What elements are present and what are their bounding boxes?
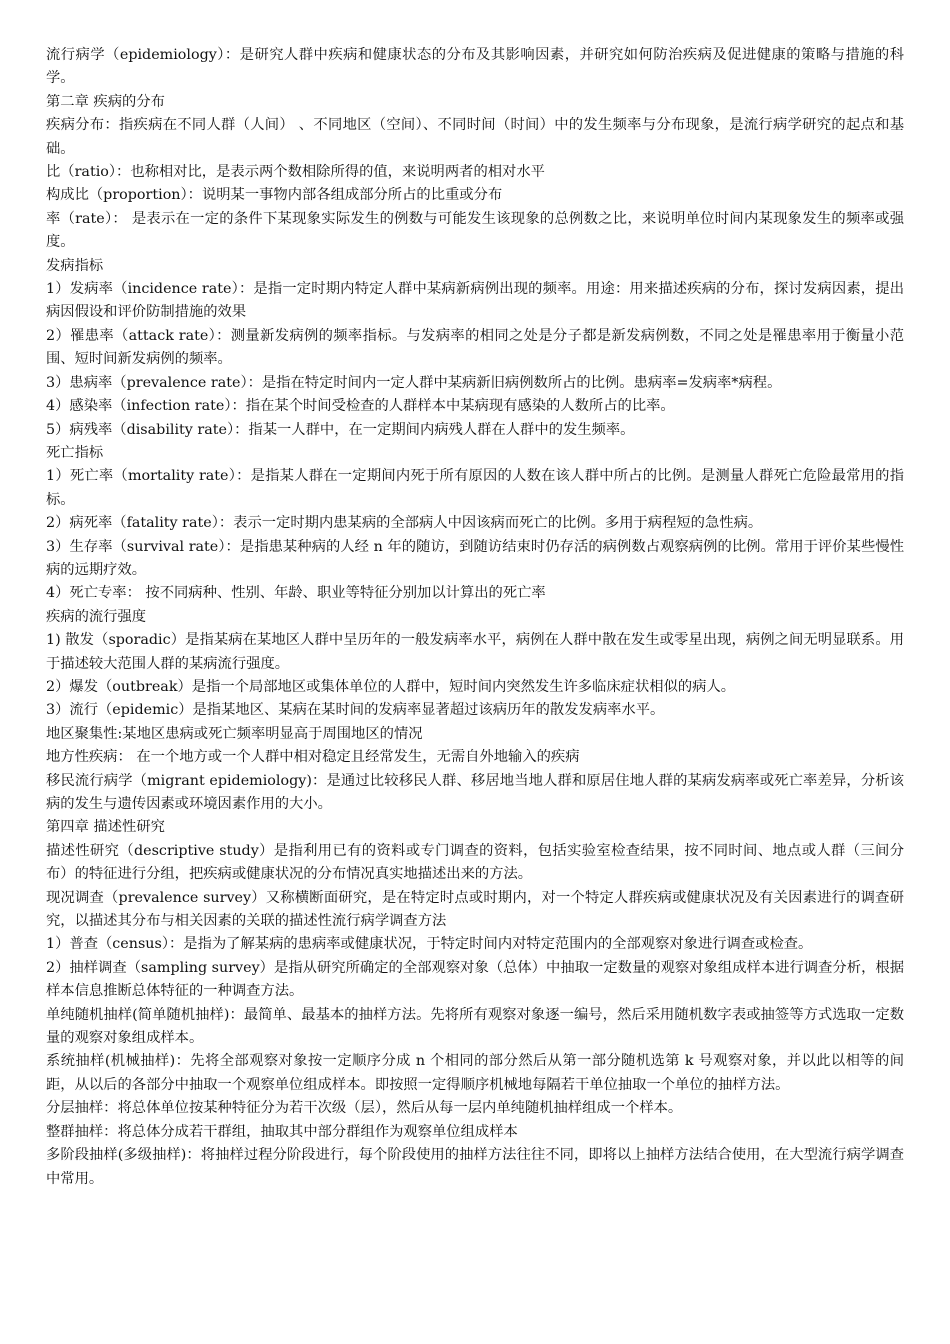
paragraph-simple-random-sampling: 单纯随机抽样(简单随机抽样)：最简单、最基本的抽样方法。先将所有观察对象逐一编号，然后采用随机数字表或抽签等方式选取一定数量的观察对象组成样本。	[46, 1006, 904, 1047]
paragraph-infection-rate: 4）感染率（infection rate）：指在某个时间受检查的人群样本中某病现有感染的人数所占的比率。	[46, 398, 675, 415]
paragraph-regional-clustering: 地区聚集性:某地区患病或死亡频率明显高于周围地区的情况	[46, 725, 423, 742]
section-heading-death-indicators: 死亡指标	[46, 444, 104, 461]
paragraph-rate: 率（rate）： 是表示在一定的条件下某现象实际发生的例数与可能发生该现象的总例数之比，来说明单位时间内某现象发生的频率或强度。	[46, 210, 904, 251]
paragraph-sporadic: 1) 散发（sporadic）是指某病在某地区人群中呈历年的一般发病率水平，病例在人群中散在发生或零星出现，病例之间无明显联系。用于描述较大范围人群的某病流行强度。	[46, 632, 904, 672]
chapter-heading-4: 第四章 描述性研究	[46, 819, 165, 836]
paragraph-fatality-rate: 2）病死率（fatality rate）：表示一定时期内患某病的全部病人中因该病而死亡的比例。多用于病程短的急性病。	[46, 515, 763, 532]
paragraph-descriptive-study: 描述性研究（descriptive study）是指利用已有的资料或专门调查的资料，包括实验室检查结果，按不同时间、地点或人群（三间分布）的特征进行分组，把疾病或健康状况的分布情况真实地描述出来的方法。	[46, 842, 904, 883]
paragraph-sampling-survey: 2）抽样调查（sampling survey）是指从研究所确定的全部观察对象（总体）中抽取一定数量的观察对象组成样本进行调查分析，根据样本信息推断总体特征的一种调查方法。	[46, 959, 904, 1000]
paragraph-mortality-rate: 1）死亡率（mortality rate）：是指某人群在一定期间内死于所有原因的人数在该人群中所占的比例。是测量人群死亡危险最常用的指标。	[46, 468, 904, 508]
paragraph-definition-epidemiology: 流行病学（epidemiology）：是研究人群中疾病和健康状态的分布及其影响因素，并研究如何防治疾病及促进健康的策略与措施的科学。	[46, 47, 904, 87]
paragraph-attack-rate: 2）罹患率（attack rate）：测量新发病例的频率指标。与发病率的相同之处是分子都是新发病例数，不同之处是罹患率用于衡量小范围、短时间新发病例的频率。	[46, 327, 904, 368]
paragraph-prevalence-rate: 3）患病率（prevalence rate）：是指在特定时间内一定人群中某病新旧病例数所占的比例。患病率=发病率*病程。	[46, 374, 782, 391]
paragraph-ratio: 比（ratio）：也称相对比，是表示两个数相除所得的值，来说明两者的相对水平	[46, 164, 545, 181]
paragraph-cluster-sampling: 整群抽样：将总体分成若干群组，抽取其中部分群组作为观察单位组成样本	[46, 1123, 518, 1140]
section-heading-incidence-indicators: 发病指标	[46, 257, 104, 274]
paragraph-proportion: 构成比（proportion）：说明某一事物内部各组成部分所占的比重或分布	[46, 187, 503, 204]
paragraph-multistage-sampling: 多阶段抽样(多级抽样)：将抽样过程分阶段进行，每个阶段使用的抽样方法往往不同，即将以上抽样方法结合使用，在大型流行病学调查中常用。	[46, 1147, 904, 1187]
paragraph-disease-distribution: 疾病分布：指疾病在不同人群（人间） 、不同地区（空间）、不同时间（时间）中的发生频率与分布现象，是流行病学研究的起点和基础。	[46, 117, 904, 157]
section-heading-epidemic-intensity: 疾病的流行强度	[46, 608, 147, 625]
paragraph-specific-death-rate: 4）死亡专率： 按不同病种、性别、年龄、职业等特征分别加以计算出的死亡率	[46, 585, 546, 602]
paragraph-disability-rate: 5）病残率（disability rate）：指某一人群中，在一定期间内病残人群在人群中的发生频率。	[46, 421, 635, 438]
paragraph-outbreak: 2）爆发（outbreak）是指一个局部地区或集体单位的人群中，短时间内突然发生许多临床症状相似的病人。	[46, 678, 736, 695]
paragraph-census: 1）普查（census）：是指为了解某病的患病率或健康状况，于特定时间内对特定范围内的全部观察对象进行调查或检查。	[46, 936, 813, 953]
paragraph-incidence-rate: 1）发病率（incidence rate）：是指一定时期内特定人群中某病新病例出现的频率。用途：用来描述疾病的分布，探讨发病因素，提出病因假设和评价防制措施的效果	[46, 281, 904, 321]
paragraph-endemic-disease: 地方性疾病： 在一个地方或一个人群中相对稳定且经常发生，无需自外地输入的疾病	[46, 749, 580, 766]
chapter-heading-2: 第二章 疾病的分布	[46, 93, 165, 110]
paragraph-prevalence-survey: 现况调查（prevalence survey）又称横断面研究，是在特定时点或时期内，对一个特定人群疾病或健康状况及有关因素进行的调查研究，以描述其分布与相关因素的关联的描述性流行病学调查方法	[46, 889, 904, 930]
paragraph-survival-rate: 3）生存率（survival rate）：是指患某种病的人经 n 年的随访，到随访结束时仍存活的病例数占观察病例的比例。常用于评价某些慢性病的远期疗效。	[46, 538, 904, 578]
paragraph-migrant-epidemiology: 移民流行病学（migrant epidemiology)：是通过比较移民人群、移居地当地人群和原居住地人群的某病发病率或死亡率差异，分析该病的发生与遗传因素或环境因素作用的大小。	[46, 772, 904, 812]
paragraph-systematic-sampling: 系统抽样(机械抽样)：先将全部观察对象按一定顺序分成 n 个相同的部分然后从第一部分随机选第 k 号观察对象，并以此以相等的间距，从以后的各部分中抽取一个观察单位组成样本。即按照一定得顺序机械地每隔若干单位抽取一个单位的抽样方法。	[46, 1053, 904, 1093]
paragraph-stratified-sampling: 分层抽样：将总体单位按某种特征分为若干次级（层），然后从每一层内单纯随机抽样组成一个样本。	[46, 1100, 683, 1117]
paragraph-epidemic: 3）流行（epidemic）是指某地区、某病在某时间的发病率显著超过该病历年的散发发病率水平。	[46, 702, 665, 719]
